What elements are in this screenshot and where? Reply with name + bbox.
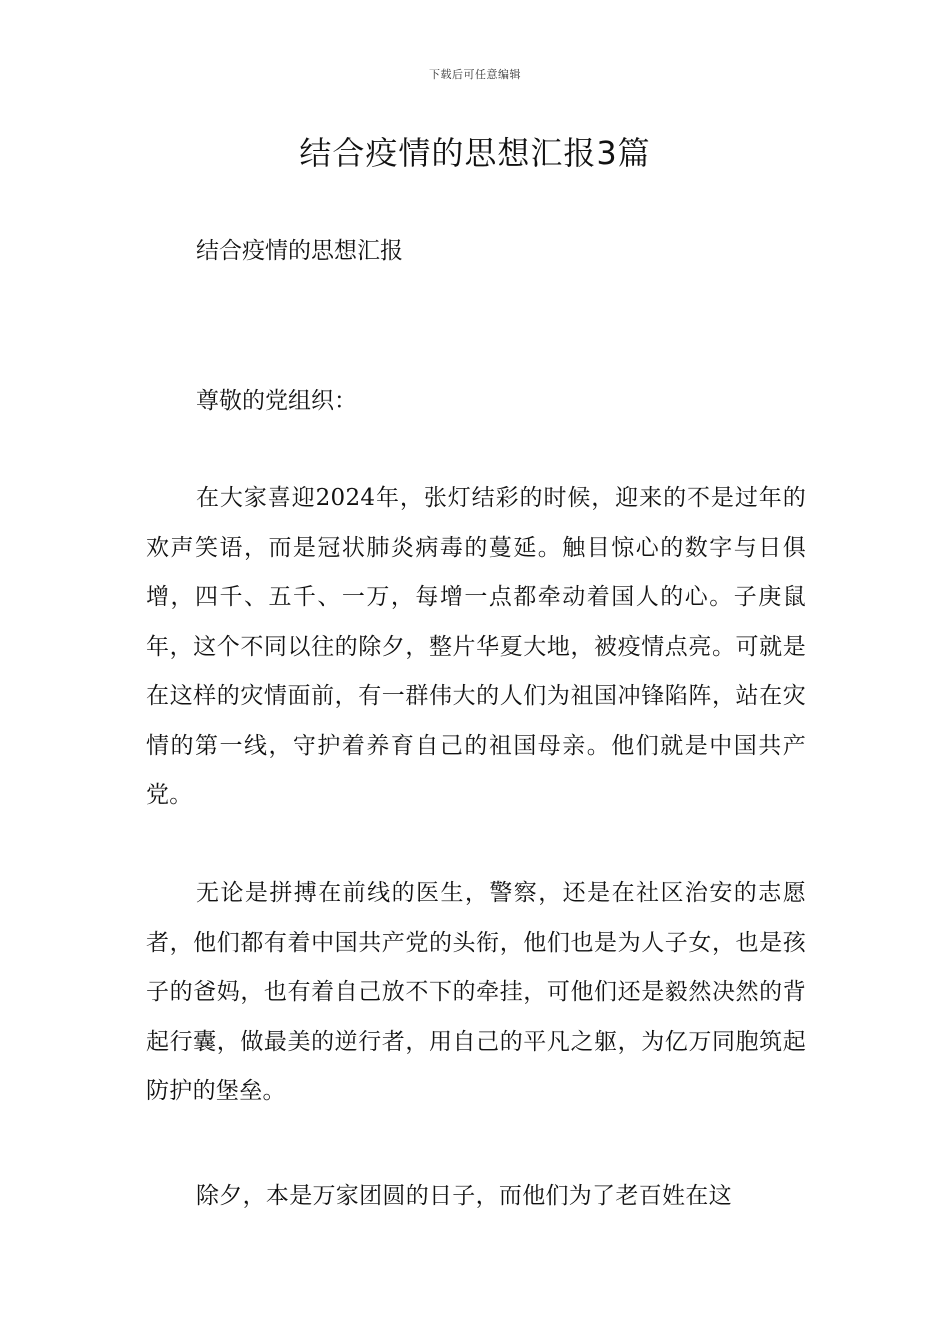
body-paragraph: 在大家喜迎2024年，张灯结彩的时候，迎来的不是过年的欢声笑语，而是冠状肺炎病毒的蔓延。触目惊心的数字与日俱增，四千、五千、一万，每增一点都牵动着国人的心。子庚鼠年，这个不同以往的除夕，整片华夏大地，被疫情点亮。可就是在这样的灾情面前，有一群伟大的人们为祖国冲锋陷阵，站在灾情的第一线，守护着养育自己的祖国母亲。他们就是中国共产党。: [146, 485, 806, 808]
document-subtitle: 结合疫情的思想汇报: [196, 238, 403, 264]
body-paragraph: 除夕，本是万家团圆的日子，而他们为了老百姓在这: [196, 1183, 732, 1209]
header-note: 下载后可任意编辑: [429, 68, 521, 81]
document-title: 结合疫情的思想汇报3篇: [299, 134, 651, 172]
salutation: 尊敬的党组织：: [196, 388, 357, 414]
body-paragraph: 无论是拼搏在前线的医生，警察，还是在社区治安的志愿者，他们都有着中国共产党的头衔，他们也是为人子女，也是孩子的爸妈，也有着自己放不下的牵挂，可他们还是毅然决然的背起行囊，做最美的逆行者，用自己的平凡之躯，为亿万同胞筑起防护的堡垒。: [146, 880, 806, 1104]
